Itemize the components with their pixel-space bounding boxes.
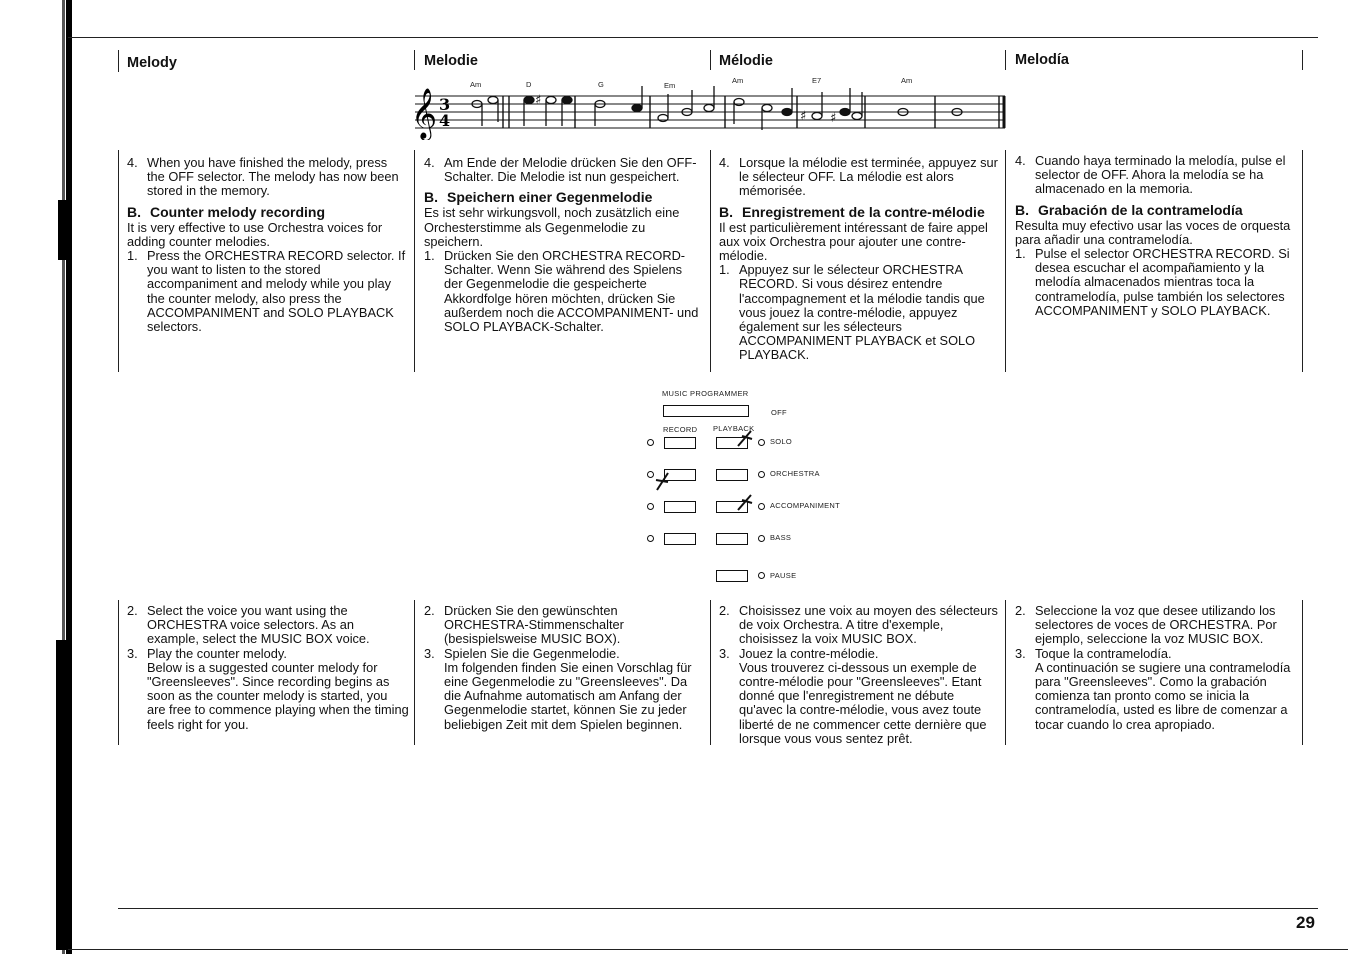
- column-divider: [414, 600, 415, 745]
- intro-text: Il est particulièrement intéressant de faire appel aux voix Orchestra pour ajouter une contre-mélodie.: [719, 219, 988, 264]
- svg-text:♯: ♯: [800, 109, 807, 124]
- notes: [472, 86, 962, 130]
- programmer-title: MUSIC PROGRAMMER: [662, 389, 749, 398]
- step-text: Press the ORCHESTRA RECORD selector. If you want to listen to the stored accompaniment and melody while you play the counter melody, also press the ACCOMPANIMENT and SOLO PLAYBACK selectors.: [147, 248, 406, 335]
- playback-indicator-lamp: [758, 439, 765, 446]
- orchestra-label: ORCHESTRA: [770, 469, 820, 478]
- press-mark-icon: [736, 428, 754, 448]
- playback-indicator-lamp: [758, 503, 765, 510]
- record-indicator-lamp: [647, 439, 654, 446]
- time-signature: 3: [439, 95, 451, 114]
- section-heading: B. Enregistrement de la contre-mélodie: [719, 203, 985, 220]
- section-english-lower: [127, 604, 409, 732]
- chord-symbol: D: [526, 80, 532, 89]
- section-german-upper: [424, 156, 702, 334]
- chord-symbol: Am: [901, 76, 913, 85]
- step-number: 3.: [1015, 645, 1026, 661]
- step-text: Drücken Sie den gewünschten ORCHESTRA-Stimmenschalter (besispielsweise MUSIC BOX).: [444, 603, 624, 647]
- footer-rule: [68, 949, 1348, 950]
- chord-symbol: G: [598, 80, 604, 89]
- section-heading: B. Grabación de la contramelodía: [1015, 201, 1243, 218]
- record-label: RECORD: [663, 425, 698, 434]
- step-text: When you have finished the melody, press the OFF selector. The melody has now been stored in the memory.: [147, 155, 399, 199]
- chord-symbol: E7: [812, 76, 822, 85]
- pause-label: PAUSE: [770, 571, 797, 580]
- pause-selector[interactable]: [716, 570, 748, 582]
- counter-melody-score: [405, 74, 1015, 140]
- step-number: 4.: [1015, 153, 1026, 168]
- step-number: 3.: [127, 645, 138, 661]
- solo-record-selector[interactable]: [664, 437, 696, 449]
- step-number: 3.: [719, 645, 730, 661]
- intro-text: Es ist sehr wirkungsvoll, noch zusätzlich eine Orchesterstimme als Gegenmelodie zu speichern.: [424, 205, 680, 249]
- section-french-upper: [719, 156, 999, 363]
- intro-text: It is very effective to use Orchestra voices for adding counter melodies.: [127, 219, 383, 249]
- step-text: Pulse el selector ORCHESTRA RECORD. Si desea escuchar el acompañamiento y la melodía almacenados mientras toca la contramelodía, pulse también los selectores ACCOMPANIMENT y SOLO PLAYBACK.: [1035, 246, 1290, 318]
- section-spanish-upper: [1015, 154, 1297, 318]
- record-indicator-lamp: [647, 471, 654, 478]
- column-divider: [118, 50, 119, 72]
- column-divider: [414, 150, 415, 372]
- treble-clef-icon: 𝄞: [411, 88, 438, 139]
- record-indicator-lamp: [647, 503, 654, 510]
- column-divider: [1302, 50, 1303, 70]
- column-divider: [1302, 150, 1303, 372]
- playback-indicator-lamp: [758, 471, 765, 478]
- step-number: 2.: [424, 603, 435, 618]
- step-number: 2.: [1015, 603, 1026, 618]
- step-text: Jouez la contre-mélodie.: [739, 645, 879, 661]
- step-number: 1.: [127, 248, 138, 264]
- column-divider: [1005, 150, 1006, 372]
- chord-symbol: Am: [470, 80, 482, 89]
- svg-text:4: 4: [439, 111, 451, 130]
- bass-label: BASS: [770, 533, 792, 542]
- step-text: Cuando haya terminado la melodía, pulse el selector de OFF. Ahora la melodía se ha almacenado en la memoria.: [1035, 153, 1286, 197]
- binding-mark: [58, 200, 66, 260]
- off-selector[interactable]: [663, 405, 749, 417]
- step-text: Seleccione la voz que desee utilizando los selectores de voces de ORCHESTRA. Por ejemplo, seleccione la voz MUSIC BOX.: [1035, 603, 1277, 647]
- column-divider: [710, 150, 711, 372]
- chord-symbol: Am: [732, 76, 744, 85]
- playback-indicator-lamp: [758, 535, 765, 542]
- intro-text: Resulta muy efectivo usar las voces de orquesta para añadir una contramelodía.: [1015, 217, 1291, 247]
- section-heading: B. Speichern einer Gegenmelodie: [424, 189, 653, 206]
- step-number: 1.: [424, 248, 435, 264]
- step-text: Select the voice you want using the ORCHESTRA voice selectors. As an example, select the MUSIC BOX voice.: [147, 603, 370, 647]
- column-divider: [1005, 50, 1006, 70]
- column-divider: [414, 50, 415, 70]
- step-text: Appuyez sur le sélecteur ORCHESTRA RECORD. Si vous désirez entendre l'accompagnement et la mélodie tandis que vous jouez la contre-mélodie, appuyez également sur les sélecteurs ACCOMPANIMENT PLAYBACK et SOLO PLAYBACK.: [739, 262, 985, 363]
- step-text: A continuación se sugiere una contramelodía para "Greensleeves". Como la grabación comienza tan pronto como se inicia la contramelodía, usted es libre de comenzar a tocar cuando lo crea apropiado.: [1035, 659, 1291, 732]
- section-spanish-lower: [1015, 604, 1297, 732]
- step-number: 4.: [719, 155, 730, 170]
- step-number: 4.: [127, 155, 138, 170]
- step-text: Toque la contramelodía.: [1035, 645, 1172, 661]
- step-number: 1.: [1015, 246, 1026, 262]
- binding-mark: [56, 640, 66, 950]
- step-text: Play the counter melody.: [147, 645, 287, 661]
- step-text: Choisissez une voix au moyen des sélecteurs de voix Orchestra. A titre d'exemple, choisissez la voix MUSIC BOX.: [739, 603, 998, 647]
- section-heading: B. Counter melody recording: [127, 203, 326, 220]
- step-text: Drücken Sie den ORCHESTRA RECORD-Schalter. Wenn Sie während des Spielens der Gegenmelodie die gespeicherte Akkordfolge hören möchten, drücken Sie außerdem noch die ACCOMPANIMENT- und SOLO PLAYBACK-Schalter.: [444, 248, 699, 335]
- step-text: Im folgenden finden Sie einen Vorschlag für eine Gegenmelodie zu "Greensleeves". Da die Aufnahme automatisch am Anfang der Gegenmelodie startet, können Sie zu jeder beliebigen Zeit mit dem Spielen beginnen.: [444, 659, 692, 732]
- step-text: Vous trouverez ci-dessous un exemple de contre-mélodie pour "Greensleeves". Etant donné que l'enregistrement ne débute qu'avec la contre-mélodie, vous avez toute liberté de ne commencer cette dernière que lorsque vous vous sentez prêt.: [739, 659, 987, 746]
- press-mark-icon: [654, 470, 672, 492]
- step-text: Below is a suggested counter melody for "Greensleeves". Since recording begins as soon as the counter melody is started, you are free to commence playing when the timing feels right for you.: [147, 659, 409, 732]
- step-number: 2.: [127, 603, 138, 618]
- bass-playback-selector[interactable]: [716, 533, 748, 545]
- heading-french: Mélodie: [719, 53, 773, 69]
- column-divider: [1005, 600, 1006, 745]
- solo-label: SOLO: [770, 437, 793, 446]
- step-text: Am Ende der Melodie drücken Sie den OFF-Schalter. Die Melodie ist nun gespeichert.: [444, 155, 697, 185]
- page-number: 29: [1296, 913, 1315, 932]
- step-number: 3.: [424, 645, 435, 661]
- column-divider: [118, 600, 119, 745]
- column-divider: [710, 50, 711, 70]
- step-number: 4.: [424, 155, 435, 170]
- heading-english: Melody: [127, 55, 177, 71]
- bass-record-selector[interactable]: [664, 533, 696, 545]
- off-label: OFF: [771, 408, 787, 417]
- orchestra-playback-selector[interactable]: [716, 469, 748, 481]
- section-french-lower: [719, 604, 999, 746]
- column-divider: [710, 600, 711, 745]
- accompaniment-record-selector[interactable]: [664, 501, 696, 513]
- step-number: 2.: [719, 603, 730, 618]
- top-rule: [68, 37, 1318, 38]
- record-indicator-lamp: [647, 535, 654, 542]
- press-mark-icon: [736, 492, 754, 512]
- svg-text:♯: ♯: [535, 93, 542, 108]
- section-german-lower: [424, 604, 702, 732]
- chord-symbol: Em: [664, 81, 676, 90]
- pause-indicator-lamp: [758, 572, 765, 579]
- svg-text:♯: ♯: [830, 111, 837, 126]
- heading-spanish: Melodía: [1015, 52, 1069, 68]
- column-divider: [1302, 600, 1303, 745]
- accompaniment-label: ACCOMPANIMENT: [770, 501, 841, 510]
- playback-label: PLAYBACK: [713, 424, 755, 433]
- step-text: Spielen Sie die Gegenmelodie.: [444, 645, 620, 661]
- step-number: 1.: [719, 262, 730, 278]
- bottom-rule: [118, 908, 1318, 909]
- binding-mark: [66, 0, 72, 954]
- step-text: Lorsque la mélodie est terminée, appuyez sur le sélecteur OFF. La mélodie est alors mémorisée.: [739, 155, 998, 199]
- section-english-upper: [127, 156, 407, 334]
- column-divider: [118, 150, 119, 372]
- heading-german: Melodie: [424, 53, 478, 69]
